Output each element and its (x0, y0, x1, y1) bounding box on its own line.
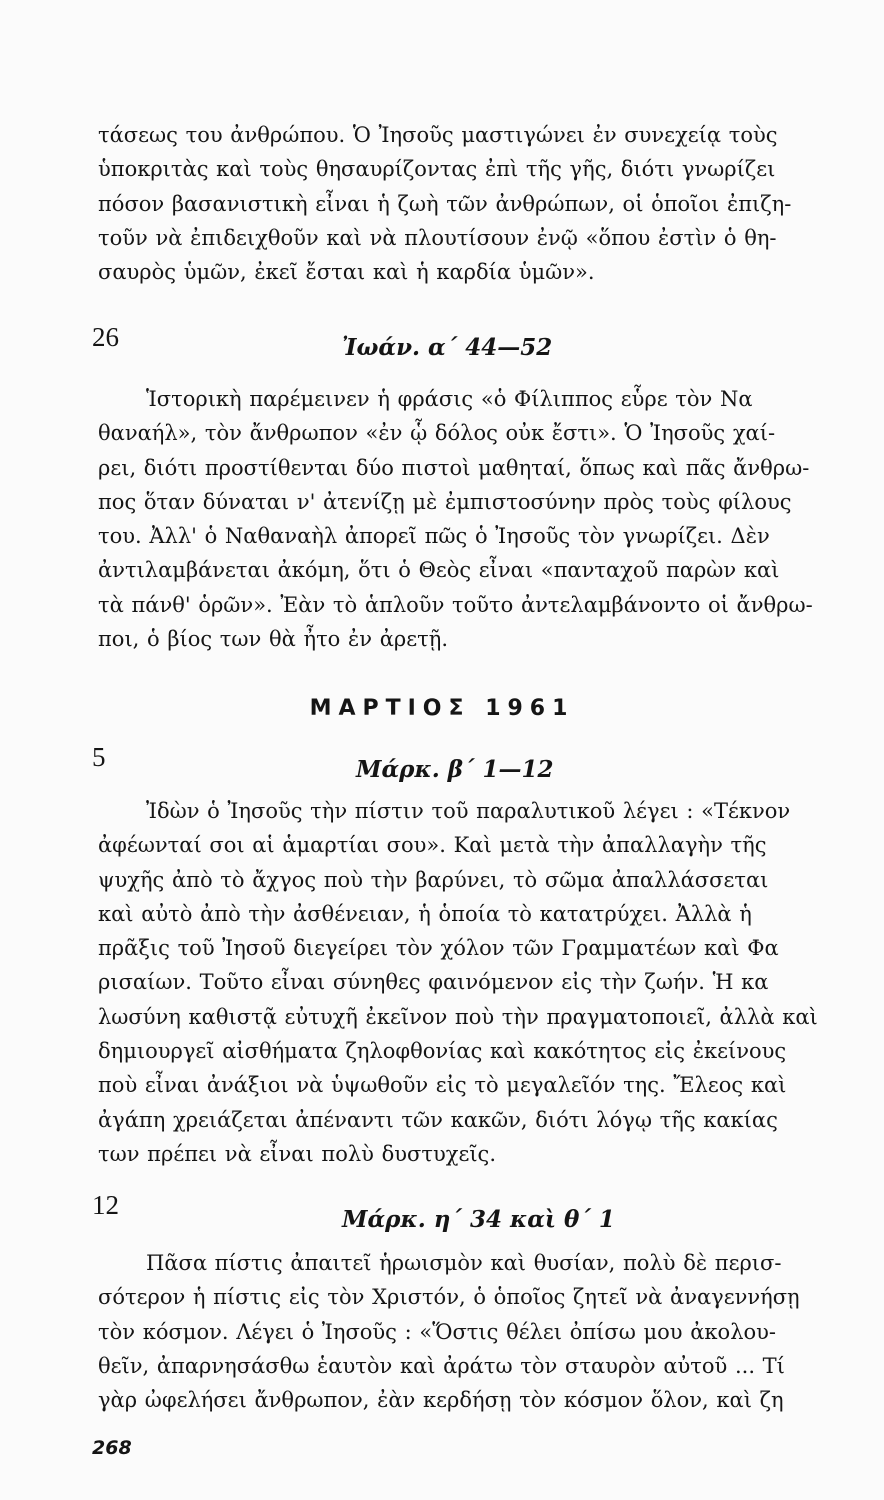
scripture-reference: Μάρκ. β΄ 1—12 (356, 756, 554, 783)
text-line: Πᾶσα πίστις ἀπαιτεῖ ἡρωισμὸν καὶ θυσίαν, πολὺ δὲ περισ- (146, 1251, 782, 1275)
day-number: 26 (92, 322, 119, 352)
text-line: ἀντιλαμβάνεται ἀκόμη, ὅτι ὁ Θεὸς εἶναι «πανταχοῦ παρὼν καὶ (98, 558, 780, 583)
text-line: καὶ αὐτὸ ἀπὸ τὴν ἀσθένειαν, ἡ ὁποία τὸ κατατρύχει. Ἀλλὰ ἡ (98, 901, 752, 926)
text-line: ἀφέωνταί σοι αἱ ἁμαρτίαι σου». Καὶ μετὰ τὴν ἀπαλλαγὴν τῆς (98, 833, 767, 858)
scripture-reference: Μάρκ. η΄ 34 καὶ θ΄ 1 (342, 1206, 615, 1233)
text-line: ρισαίων. Τοῦτο εἶναι σύνηθες φαινόμενον εἰς τὴν ζωήν. Ἡ κα (98, 970, 769, 995)
text-line: πόσον βασανιστικὴ εἶναι ἡ ζωὴ τῶν ἀνθρώπων, οἱ ὁποῖοι ἐπιζη- (98, 191, 792, 216)
text-line: Ἰδὼν ὁ Ἰησοῦς τὴν πίστιν τοῦ παραλυτικοῦ λέγει : «Τέκνον (146, 799, 791, 823)
text-line: τοῦν νὰ ἐπιδειχθοῦν καὶ νὰ πλουτίσουν ἐνῷ «ὅπου ἐστὶν ὁ θη- (98, 225, 777, 250)
month-heading: ΜΑΡΤΙΟΣ 1961 (309, 696, 575, 721)
entry-paragraph (98, 382, 826, 656)
text-line: γὰρ ὠφελήσει ἄνθρωπον, ἐὰν κερδήσῃ τὸν κόσμον ὅλον, καὶ ζη (98, 1388, 784, 1413)
text-line: σαυρὸς ὑμῶν, ἐκεῖ ἔσται καὶ ἡ καρδία ὑμῶν». (98, 260, 595, 285)
text-line: λωσύνη καθιστᾷ εὐτυχῆ ἐκεῖνον ποὺ τὴν πραγματοποιεῖ, ἀλλὰ καὶ (98, 1004, 818, 1029)
day-number: 12 (92, 1190, 119, 1220)
text-line: Ἱστορικὴ παρέμεινεν ἡ φράσις «ὁ Φίλιππος εὗρε τὸν Να (146, 387, 753, 411)
text-line: ποι, ὁ βίος των θὰ ἦτο ἐν ἀρετῇ. (98, 627, 448, 652)
text-line: ρει, διότι προστίθενται δύο πιστοὶ μαθηταί, ὅπως καὶ πᾶς ἄνθρω- (98, 455, 810, 480)
text-line: θαναήλ», τὸν ἄνθρωπον «ἐν ᾧ δόλος οὐκ ἔστι». Ὁ Ἰησοῦς χαί- (98, 421, 776, 446)
text-line: θεῖν, ἀπαρνησάσθω ἑαυτὸν καὶ ἀράτω τὸν σταυρὸν αὐτοῦ ... Τί (98, 1353, 785, 1378)
entry-paragraph (98, 794, 826, 1171)
text-line: τάσεως του ἀνθρώπου. Ὁ Ἰησοῦς μαστιγώνει ἐν συνεχείᾳ τοὺς (98, 123, 778, 147)
text-line: ὑποκριτὰς καὶ τοὺς θησαυρίζοντας ἐπὶ τῆς γῆς, διότι γνωρίζει (98, 157, 776, 182)
text-line: πρᾶξις τοῦ Ἰησοῦ διεγείρει τὸν χόλον τῶν Γραμματέων καὶ Φα (98, 936, 779, 961)
text-line: τὸν κόσμον. Λέγει ὁ Ἰησοῦς : «Ὅστις θέλει ὀπίσω μου ἀκολου- (98, 1319, 777, 1344)
text-line: πος ὅταν δύναται ν' ἀτενίζῃ μὲ ἐμπιστοσύνην πρὸς τοὺς φίλους (98, 489, 792, 514)
text-line: των πρέπει νὰ εἶναι πολὺ δυστυχεῖς. (98, 1141, 496, 1166)
text-line: ψυχῆς ἀπὸ τὸ ἄχγος ποὺ τὴν βαρύνει, τὸ σῶμα ἀπαλλάσσεται (98, 867, 769, 892)
day-number: 5 (92, 742, 106, 772)
text-line: τὰ πάνθ' ὁρῶν». Ἐὰν τὸ ἁπλοῦν τοῦτο ἀντελαμβάνοντο οἱ ἄνθρω- (98, 592, 813, 617)
page-number: 268 (92, 1437, 132, 1459)
text-line: σότερον ἡ πίστις εἰς τὸν Χριστόν, ὁ ὁποῖος ζητεῖ νὰ ἀναγεννήσῃ (98, 1285, 800, 1310)
scripture-reference: Ἰωάν. α΄ 44—52 (342, 334, 553, 361)
text-line: ἀγάπη χρειάζεται ἀπέναντι τῶν κακῶν, διότι λόγῳ τῆς κακίας (98, 1107, 778, 1132)
continuation-paragraph (98, 118, 826, 289)
text-line: του. Ἀλλ' ὁ Ναθαναὴλ ἀπορεῖ πῶς ὁ Ἰησοῦς τὸν γνωρίζει. Δὲν (98, 524, 770, 549)
entry-paragraph (98, 1246, 826, 1417)
text-line: δημιουργεῖ αἰσθήματα ζηλοφθονίας καὶ κακότητος εἰς ἐκείνους (98, 1039, 787, 1064)
text-line: ποὺ εἶναι ἀνάξιοι νὰ ὑψωθοῦν εἰς τὸ μεγαλεῖόν της. Ἔλεος καὶ (98, 1073, 787, 1098)
